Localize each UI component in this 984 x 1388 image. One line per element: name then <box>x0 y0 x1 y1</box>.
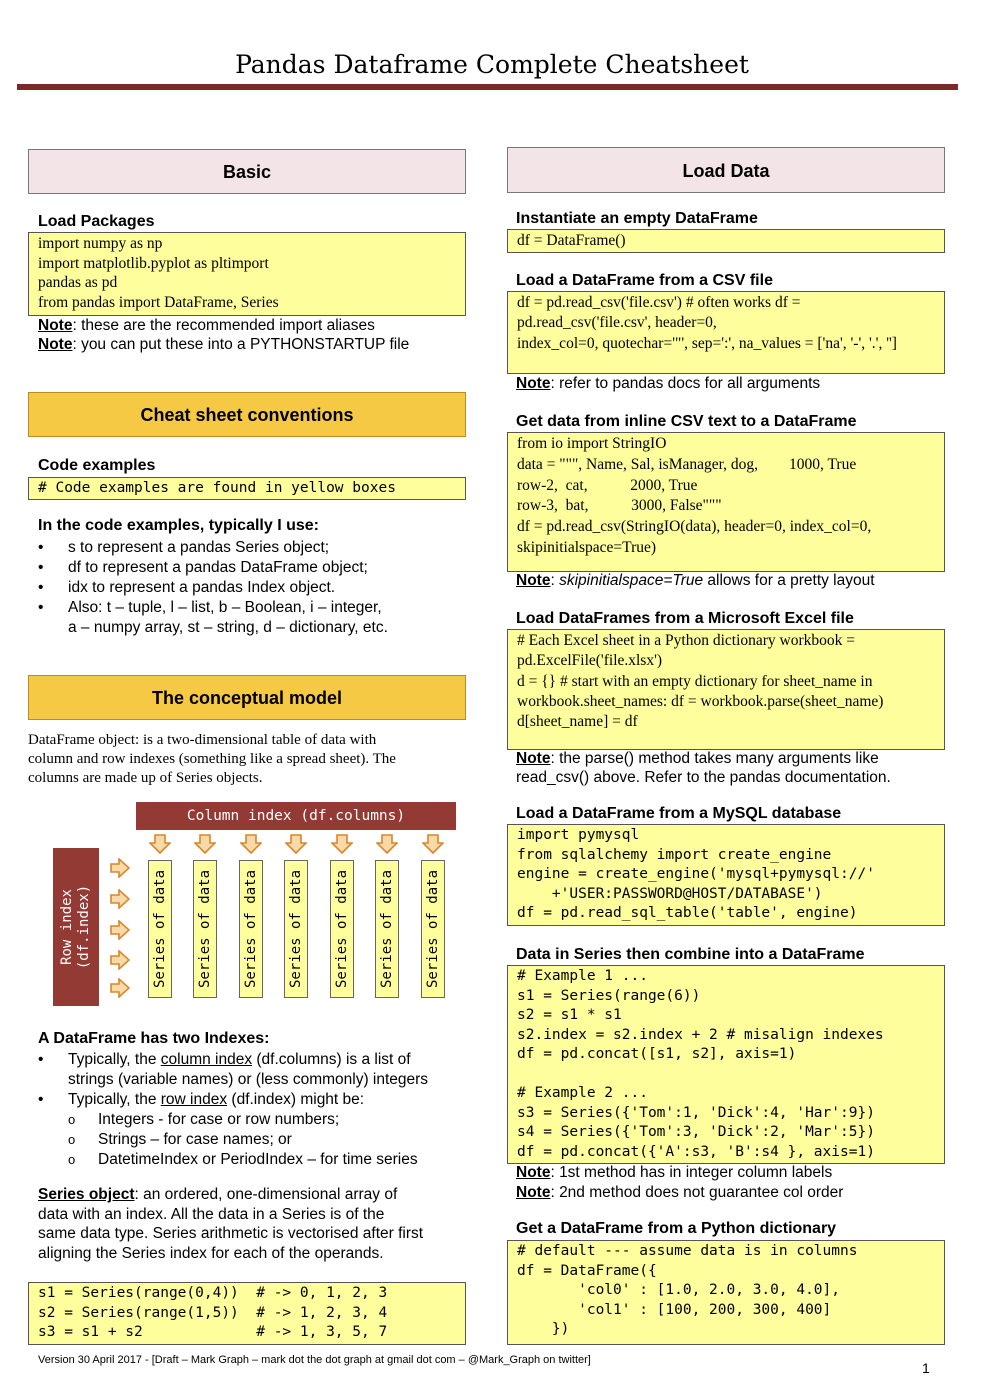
code-line: s3 = Series({'Tom':1, 'Dick':4, 'Har':9}) <box>517 1104 875 1121</box>
code-line: pd.ExcelFile('file.xlsx') <box>517 652 663 670</box>
dict-heading: Get a DataFrame from a Python dictionary <box>516 1220 837 1237</box>
list-item: o Strings – for case names; or <box>38 1130 418 1150</box>
basic-header: Basic <box>28 149 466 194</box>
note-block <box>516 749 891 787</box>
note-label: Note <box>38 336 73 353</box>
inline-csv-code <box>507 432 945 572</box>
text-line: same data type. Series arithmetic is vectorised after first <box>38 1225 424 1242</box>
series-column <box>239 860 263 998</box>
code-line: df = DataFrame({ <box>517 1262 657 1279</box>
hollow-arrow-icon <box>110 920 130 940</box>
text-span: (df.columns) is a list of <box>252 1051 411 1068</box>
series-object-text <box>38 1185 423 1263</box>
text-line: data with an index. All the data in a Series is of the <box>38 1205 385 1223</box>
list-item <box>38 598 468 638</box>
note-label: Note <box>516 750 551 767</box>
code-line: }) <box>517 1321 570 1337</box>
list-item: • df to represent a pandas DataFrame object; <box>38 558 468 578</box>
column-index-term: column index <box>160 1051 253 1068</box>
note-text: : these are the recommended import aliases <box>72 317 375 334</box>
series-column <box>284 860 308 998</box>
code-line: # Example 1 ... <box>517 968 648 984</box>
combine-code <box>507 965 945 1164</box>
conventions-list <box>38 538 468 638</box>
dict-code <box>507 1240 945 1345</box>
csv-code <box>507 291 945 374</box>
code-line: row-3, bat, 3000, False""" <box>517 497 722 515</box>
code-line: index_col=0, quotechar='"', sep=':', na_values = ['na', '-', '.', ''] <box>517 335 897 352</box>
note-line: Note: skipinitialspace=True allows for a pretty layout <box>516 572 875 589</box>
note-line <box>38 335 409 355</box>
series-label: Series of data <box>425 869 441 989</box>
text-span: Typically, the <box>68 1091 161 1108</box>
conventions-header: Cheat sheet conventions <box>28 392 466 437</box>
note-block <box>516 1163 843 1202</box>
hollow-arrow-icon <box>240 834 262 854</box>
code-line: workbook.sheet_names: df = workbook.parse(sheet_name) <box>517 692 884 710</box>
code-line: +'USER:PASSWORD@HOST/DATABASE') <box>517 885 823 902</box>
csv-heading: Load a DataFrame from a CSV file <box>516 272 773 289</box>
code-line: skipinitialspace=True) <box>517 538 657 556</box>
code-line: d = {} # start with an empty dictionary for sheet_name in <box>517 672 873 690</box>
list-item-line: a – numpy array, st – string, d – dictionary, etc. <box>68 619 388 636</box>
code-line: s1 = Series(range(6)) <box>517 987 701 1004</box>
code-line: df = pd.read_sql_table('table', engine) <box>517 905 858 921</box>
note-text: : 1st method has in integer column labels <box>550 1164 833 1181</box>
code-line: # default --- assume data is in columns <box>517 1243 858 1259</box>
list-item: o DatetimeIndex or PeriodIndex – for time series <box>38 1150 418 1170</box>
series-column <box>375 860 399 998</box>
series-object-term: Series object <box>38 1186 135 1203</box>
list-item <box>38 1050 478 1090</box>
excel-heading: Load DataFrames from a Microsoft Excel file <box>516 610 854 627</box>
row-index-bar <box>53 848 99 1006</box>
dataframe-diagram <box>48 802 458 1010</box>
note-line <box>516 374 820 394</box>
series-column <box>421 860 445 998</box>
load-packages-code <box>28 232 466 316</box>
hollow-arrow-icon <box>149 834 171 854</box>
note-label: Note <box>516 1164 551 1181</box>
code-line: data = """, Name, Sal, isManager, dog, 1000, True <box>517 455 857 473</box>
note-text: : 2nd method does not guarantee col order <box>550 1183 844 1201</box>
hollow-arrow-icon <box>110 858 130 878</box>
code-line: # Example 2 ... <box>517 1085 648 1101</box>
code-line: s2.index = s2.index + 2 # misalign indexes <box>517 1026 884 1043</box>
empty-df-code <box>507 229 945 253</box>
note-label: Note <box>38 317 73 334</box>
code-line: import matplotlib.pyplot as pltimport <box>38 254 269 272</box>
typically-heading: In the code examples, typically I use: <box>38 517 319 534</box>
text-span: Typically, the <box>68 1051 161 1068</box>
load-packages-heading: Load Packages <box>38 213 155 230</box>
code-line: s4 = Series({'Tom':3, 'Dick':2, 'Mar':5}) <box>517 1124 875 1140</box>
list-item: • s to represent a pandas Series object; <box>38 538 468 558</box>
note-italic: skipinitialspace=True <box>559 572 704 589</box>
note-text: : refer to pandas docs for all arguments <box>550 375 821 392</box>
empty-df-heading: Instantiate an empty DataFrame <box>516 210 758 227</box>
row-index-term: row index <box>160 1091 228 1108</box>
combine-heading: Data in Series then combine into a DataFrame <box>516 946 865 963</box>
series-label: Series of data <box>379 869 395 989</box>
model-text <box>28 731 396 788</box>
hollow-arrow-icon <box>194 834 216 854</box>
model-header: The conceptual model <box>28 675 466 720</box>
list-item-line: Also: t – tuple, l – list, b – Boolean, i – integer, <box>68 599 382 616</box>
text-line: column and row indexes (something like a spread sheet). The <box>28 751 396 767</box>
code-line: # Code examples are found in yellow boxes <box>38 480 396 496</box>
mysql-code <box>507 824 945 926</box>
code-line <box>517 1065 944 1085</box>
inline-csv-heading: Get data from inline CSV text to a DataFrame <box>516 413 857 430</box>
series-label: Series of data <box>334 869 350 989</box>
text-span: strings (variable names) or (less commonly) integers <box>68 1071 429 1088</box>
text-line: columns are made up of Series objects. <box>28 770 263 786</box>
code-line: from io import StringIO <box>517 435 667 452</box>
indexes-heading: A DataFrame has two Indexes: <box>38 1030 270 1047</box>
text-line: DataFrame object: is a two-dimensional table of data with <box>28 732 377 748</box>
hollow-arrow-icon <box>422 834 444 854</box>
mysql-heading: Load a DataFrame from a MySQL database <box>516 805 842 822</box>
note-label: Note <box>516 375 551 392</box>
footer: Version 30 April 2017 - [Draft – Mark Graph – mark dot the dot graph at gmail dot com – @Mark_Graph on twitter] <box>38 1354 591 1366</box>
code-examples-heading: Code examples <box>38 457 156 474</box>
code-line: from pandas import DataFrame, Series <box>38 293 279 311</box>
code-line: 'col0' : [1.0, 2.0, 3.0, 4.0], <box>517 1282 841 1298</box>
code-line: pandas as pd <box>38 274 118 291</box>
note-text: : the parse() method takes many arguments like <box>550 750 879 767</box>
code-line: df = pd.read_csv(StringIO(data), header=0, index_col=0, <box>517 518 872 536</box>
note-label: Note <box>516 572 551 589</box>
series-label: Series of data <box>243 869 259 989</box>
series-label: Series of data <box>288 869 304 989</box>
note-text: : you can put these into a PYTHONSTARTUP file <box>72 336 410 353</box>
note-text: allows for a pretty layout <box>703 572 875 589</box>
code-line: s1 = Series(range(0,4)) # -> 0, 1, 2, 3 <box>38 1285 388 1301</box>
series-label: Series of data <box>152 869 168 989</box>
hollow-arrow-icon <box>110 889 130 909</box>
code-line: df = pd.concat({'A':s3, 'B':s4 }, axis=1) <box>517 1143 875 1160</box>
code-line: s2 = Series(range(1,5)) # -> 1, 2, 3, 4 <box>38 1304 388 1321</box>
hollow-arrow-icon <box>331 834 353 854</box>
list-item: o Integers - for case or row numbers; <box>38 1110 418 1130</box>
hollow-arrow-icon <box>110 978 130 998</box>
page-title: Pandas Dataframe Complete Cheatsheet <box>235 50 749 79</box>
code-line: d[sheet_name] = df <box>517 713 638 731</box>
title-rule <box>17 84 958 90</box>
code-line: s2 = s1 * s1 <box>517 1007 622 1023</box>
hollow-arrow-icon <box>376 834 398 854</box>
note-text: read_csv() above. Refer to the pandas documentation. <box>516 769 891 786</box>
text-span: (df.index) might be: <box>227 1091 365 1108</box>
code-line: df = DataFrame() <box>517 232 626 249</box>
code-line: # Each Excel sheet in a Python dictionary workbook = <box>517 632 856 649</box>
code-examples-box <box>28 477 466 500</box>
column-index-bar: Column index (df.columns) <box>136 802 456 830</box>
code-line: row-2, cat, 2000, True <box>517 476 698 494</box>
excel-code <box>507 629 945 750</box>
code-line: import pymysql <box>517 827 640 843</box>
code-line: df = pd.read_csv('file.csv') # often works df = <box>517 294 801 311</box>
series-label: Series of data <box>197 869 213 989</box>
code-line: 'col1' : [100, 200, 300, 400] <box>517 1301 832 1318</box>
series-column <box>330 860 354 998</box>
note-label: Note <box>516 1183 551 1201</box>
hollow-arrow-icon <box>285 834 307 854</box>
text-line: aligning the Series index for each of the operands. <box>38 1244 384 1262</box>
code-line: pd.read_csv('file.csv', header=0, <box>517 313 717 331</box>
hollow-arrow-icon <box>110 950 130 970</box>
load-data-header: Load Data <box>507 147 945 193</box>
note-line <box>38 316 375 336</box>
series-column <box>148 860 172 998</box>
text-span: : an ordered, one-dimensional array of <box>134 1186 398 1203</box>
code-line: from sqlalchemy import create_engine <box>517 846 832 863</box>
code-line: df = pd.concat([s1, s2], axis=1) <box>517 1046 797 1062</box>
series-code-box <box>28 1282 466 1345</box>
series-column <box>193 860 217 998</box>
code-line: s3 = s1 + s2 # -> 1, 3, 5, 7 <box>38 1324 388 1340</box>
code-line: import numpy as np <box>38 235 163 252</box>
list-item: • idx to represent a pandas Index object. <box>38 578 468 598</box>
page-number: 1 <box>922 1360 930 1376</box>
code-line: engine = create_engine('mysql+pymysql://' <box>517 866 875 882</box>
row-index-label: Row index (df.index) <box>59 884 92 970</box>
indexes-list <box>38 1050 478 1110</box>
row-index-types <box>38 1110 418 1170</box>
list-item <box>38 1090 478 1110</box>
